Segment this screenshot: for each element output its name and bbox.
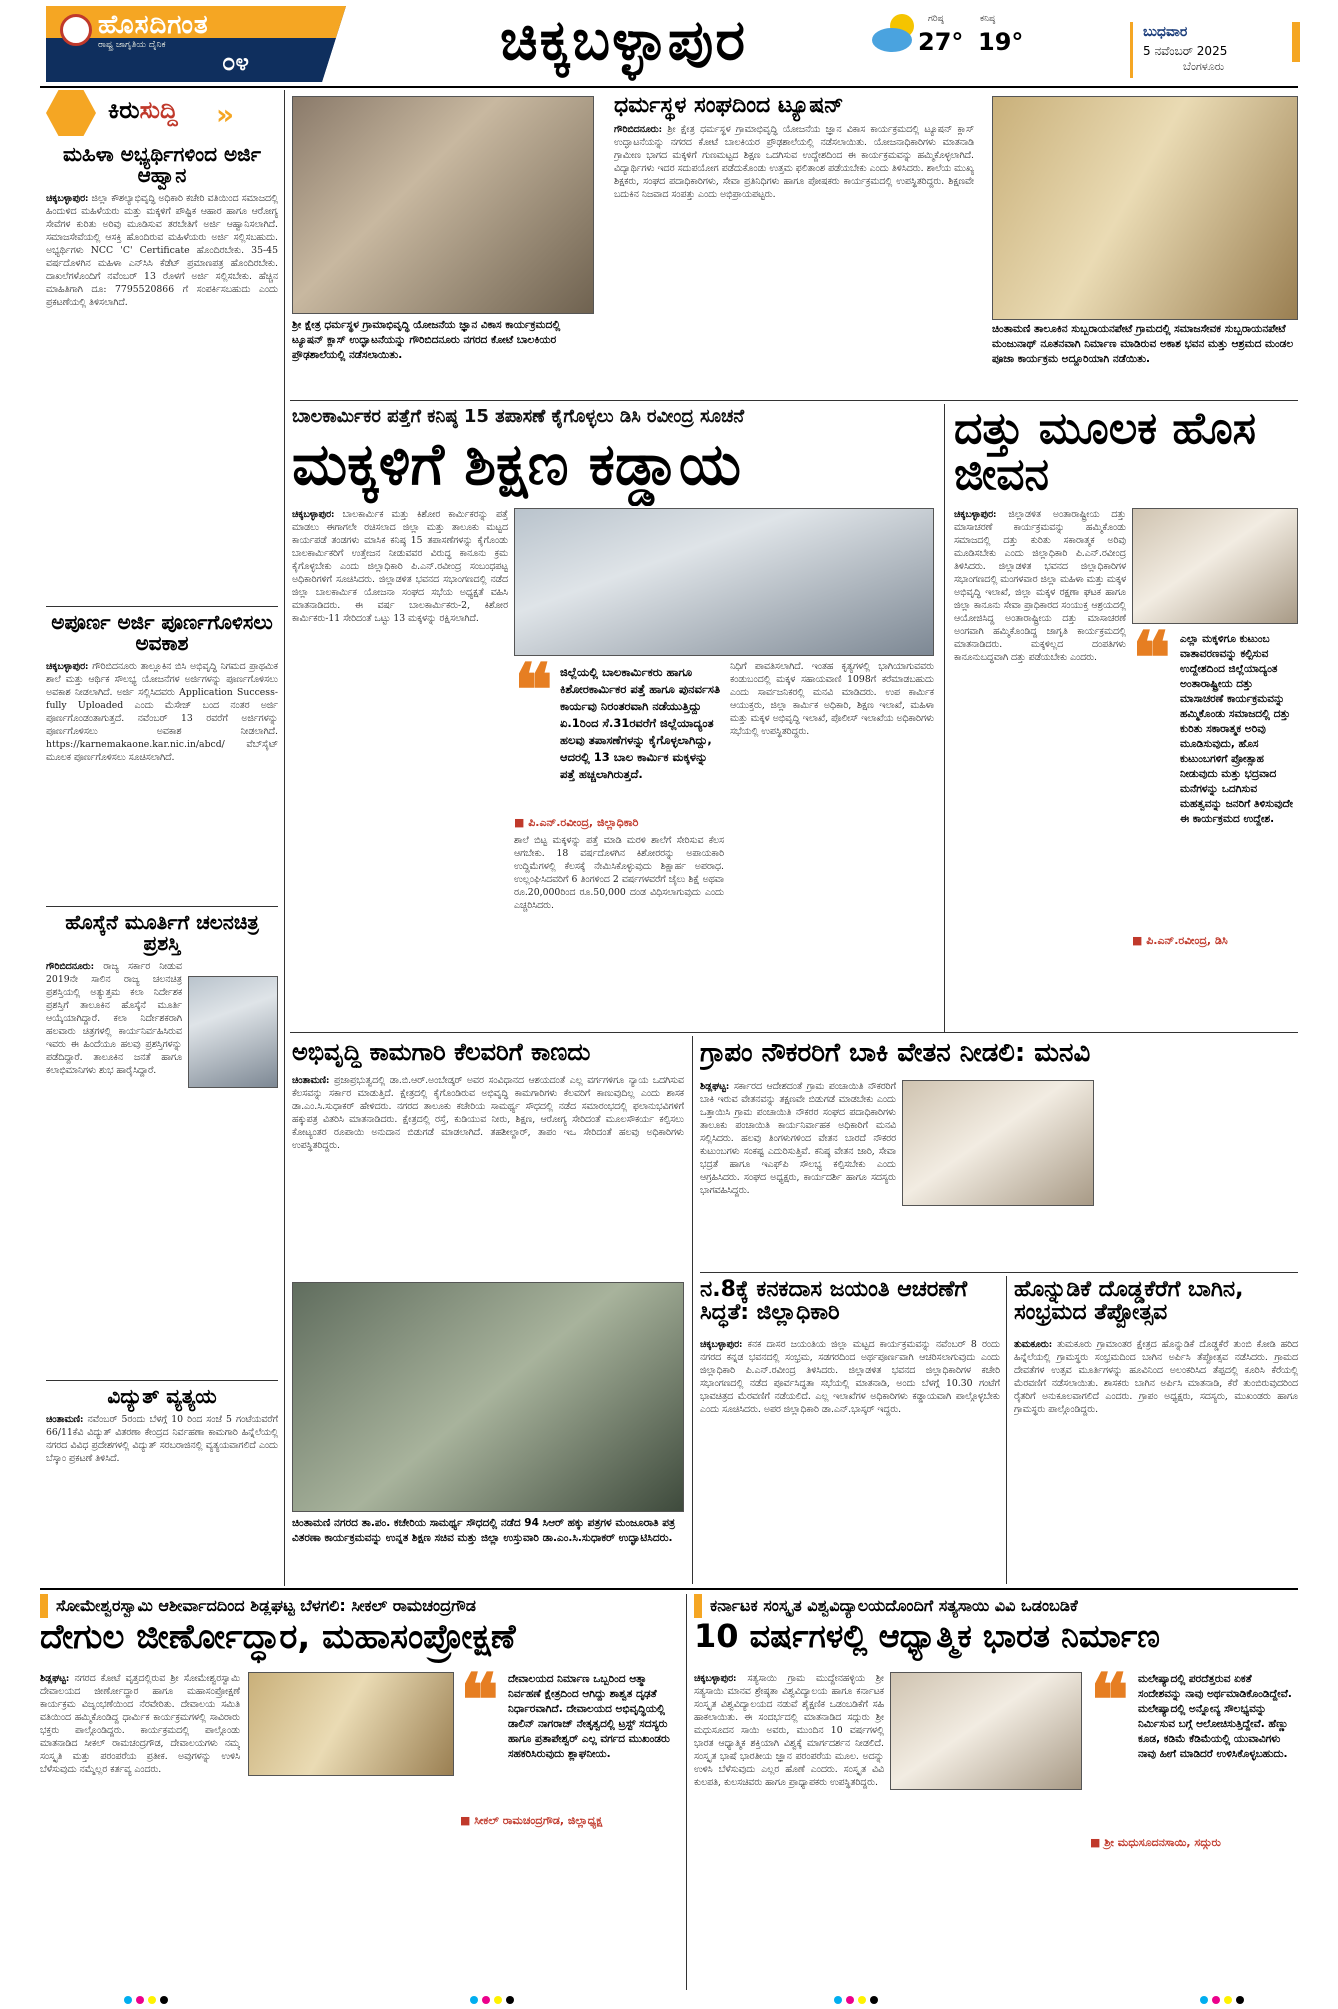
honnudike-body-text: ತುಮಕೂರು ಗ್ರಾಮಾಂತರ ಕ್ಷೇತ್ರದ ಹೊನ್ನುಡಿಕೆ ದೊಡ್ಡಕೆರೆ ತುಂಬಿ ಕೋಡಿ ಹರಿದ ಹಿನ್ನೆಲೆಯಲ್ಲಿ ಗ್ರಾಮಸ್ಥರು ಸಂಭ್ರಮದಿಂದ ಬಾಗಿನ ಅರ್ಪಿಸಿ ತೆಪ್ಪೋತ್ಸವ ನಡೆಸಿದರು. ಗ್ರಾಮದ ದೇವತೆಗಳ ಉತ್ಸವ ಮೂರ್ತಿಗಳನ್ನು ಹೂವಿನಿಂದ ಅಲಂಕರಿಸಿದ ತೆಪ್ಪದಲ್ಲಿ ಕೂರಿಸಿ ಕೆರೆಯಲ್ಲಿ ಮೆರವಣಿಗೆ ನಡೆಸಲಾಯಿತು. ಶಾಸಕರು ಬಾಗಿನ ಅರ್ಪಿಸಿ ಮಾತನಾಡಿ, ಕೆರೆ ತುಂಬಿರುವುದರಿಂದ ರೈತರಿಗೆ ಅನುಕೂಲವಾಗಲಿದೆ ಎಂದರು. ಗ್ರಾಪಂ ಅಧ್ಯಕ್ಷರು, ಸದಸ್ಯರು, ಮುಖಂಡರು ಹಾಗೂ ಗ್ರಾಮಸ್ಥರು ಪಾಲ್ಗೊಂಡಿದ್ದರು.	[1014, 1339, 1298, 1415]
temple-dateline: ಶಿಡ್ಲಘಟ್ಟ:	[40, 1673, 70, 1684]
brief-dateline: ಚಿಕ್ಕಬಳ್ಳಾಪುರ:	[46, 193, 89, 204]
artist-portrait-photo	[188, 976, 278, 1088]
lead-quote-author: ■ ಪಿ.ಎನ್.ರವೀಂದ್ರ, ಜಿಲ್ಲಾಧಿಕಾರಿ	[514, 816, 724, 834]
dev-photo-caption: ಚಿಂತಾಮಣಿ ನಗರದ ತಾ.ಪಂ. ಕಚೇರಿಯ ಸಾಮರ್ಥ್ಯ ಸೌಧದಲ್ಲಿ ನಡೆದ 94 ಸಿಆರ್ ಹಕ್ಕು ಪತ್ರಗಳ ಮಂಜೂರಾತಿ ಪತ್ರ ವಿತರಣಾ ಕಾರ್ಯಕ್ರಮವನ್ನು ಉನ್ನತ ಶಿಕ್ಷಣ ಸಚಿವ ಮತ್ತು ಜಿಲ್ಲಾ ಉಸ್ತುವಾರಿ ಡಾ.ಎಂ.ಸಿ.ಸುಧಾಕರ್ ಉದ್ಘಾಟಿಸಿದರು.	[292, 1517, 676, 1544]
weather-partly-cloudy-icon	[870, 10, 922, 54]
grampa-dateline: ಶಿಡ್ಲಘಟ್ಟ:	[700, 1081, 730, 1092]
brief-dateline: ಗೌರಿಬಿದನೂರು:	[46, 961, 95, 972]
paper-tagline: ರಾಷ್ಟ್ರ ಜಾಗೃತಿಯ ದೈನಿಕ	[98, 40, 166, 50]
sathya-quote	[1090, 1670, 1298, 1830]
dev-dateline: ಚಿಂತಾಮಣಿ:	[292, 1075, 330, 1086]
lead-body-col-1	[292, 508, 508, 1028]
quote-icon: ❝	[514, 660, 553, 732]
kanakadasa-body-text: ಕನಕ ದಾಸರ ಜಯಂತಿಯ ಜಿಲ್ಲಾ ಮಟ್ಟದ ಕಾರ್ಯಕ್ರಮವನ್ನು ನವೆಂಬರ್ 8 ರಂದು ನಗರದ ಕನ್ನಡ ಭವನದಲ್ಲಿ ಸಂಭ್ರಮ, ಸಡಗರದಿಂದ ಅರ್ಥಪೂರ್ಣವಾಗಿ ಆಚರಿಸಲಾಗುವುದು ಎಂದು ಜಿಲ್ಲಾಧಿಕಾರಿ ಪಿ.ಎನ್.ರವೀಂದ್ರ ತಿಳಿಸಿದರು. ಜಿಲ್ಲಾಡಳಿತ ಭವನದ ಜಿಲ್ಲಾಧಿಕಾರಿಗಳ ಕಚೇರಿ ಸಭಾಂಗಣದಲ್ಲಿ ನಡೆದ ಪೂರ್ವಸಿದ್ಧತಾ ಸಭೆಯಲ್ಲಿ ಮಾತನಾಡಿ, ಅಂದು ಬೆಳಗ್ಗೆ 10.30 ಗಂಟೆಗೆ ಭಾವಚಿತ್ರದ ಮೆರವಣಿಗೆ ನಡೆಯಲಿದೆ. ಎಲ್ಲ ಇಲಾಖೆಗಳ ಅಧಿಕಾರಿಗಳು ಕಡ್ಡಾಯವಾಗಿ ಪಾಲ್ಗೊಳ್ಳಬೇಕು ಎಂದು ಸೂಚಿಸಿದರು. ಅಪರ ಜಿಲ್ಲಾಧಿಕಾರಿ ಡಾ.ಎನ್.ಭಾಸ್ಕರ್ ಇದ್ದರು.	[700, 1339, 1000, 1415]
issue-date: 5 ನವೆಂಬರ್ 2025	[1143, 44, 1228, 58]
grampa-body	[700, 1080, 896, 1266]
adoption-headline: ದತ್ತು ಮೂಲಕ ಹೊಸ ಜೀವನ	[954, 406, 1257, 501]
temple-headline: ದೇಗುಲ ಜೀರ್ಣೋದ್ಧಾರ, ಮಹಾಸಂಪ್ರೋಕ್ಷಣೆ	[40, 1620, 516, 1657]
temple-kicker: ಸೋಮೇಶ್ವರಸ್ವಾಮಿ ಆಶೀರ್ವಾದದಿಂದ ಶಿಡ್ಲಘಟ್ಟ ಬೆಳಗಲಿ: ಸೀಕಲ್ ರಾಮಚಂದ್ರಗೌಡ	[40, 1594, 680, 1618]
tuition-story	[614, 94, 974, 398]
lead-quote	[514, 660, 724, 810]
tuition-class-photo	[292, 96, 594, 314]
dev-headline: ಅಭಿವೃದ್ಧಿ ಕಾಮಗಾರಿ ಕೆಲವರಿಗೆ ಕಾಣದು	[292, 1040, 591, 1066]
edition-city: ಚಿಕ್ಕಬಳ್ಳಾಪುರ	[500, 8, 747, 73]
register-marks-left	[124, 1996, 168, 2004]
lead-quote-text: ಜಿಲ್ಲೆಯಲ್ಲಿ ಬಾಲಕಾರ್ಮಿಕರು ಹಾಗೂ ಕಿಶೋರಕಾರ್ಮಿಕರ ಪತ್ತೆ ಹಾಗೂ ಪುನರ್ವಸತಿ ಕಾರ್ಯವು ನಿರಂತರವಾಗಿ ನಡೆಯುತ್ತಿದ್ದು ಏ.1ರಿಂದ ಸೆ.31ರವರೆಗೆ ಜಿಲ್ಲೆಯಾದ್ಯಂತ ಹಲವು ತಪಾಸಣೆಗಳನ್ನು ಕೈಗೊಳ್ಳಲಾಗಿದ್ದು, ಆದರಲ್ಲಿ 13 ಬಾಲ ಕಾರ್ಮಿಕ ಮಕ್ಕಳನ್ನು ಪತ್ತೆ ಹಚ್ಚಲಾಗಿರುತ್ತದೆ.	[560, 665, 721, 781]
brief-headline: ವಿದ್ಯುತ್ ವ್ಯತ್ಯಯ	[107, 1386, 217, 1408]
lamp-icon	[60, 14, 92, 46]
temple-body-text: ನಗರದ ಕೋಟೆ ವೃತ್ತದಲ್ಲಿರುವ ಶ್ರೀ ಸೋಮೇಶ್ವರಸ್ವಾಮಿ ದೇವಾಲಯದ ಜೀರ್ಣೋದ್ಧಾರ ಹಾಗೂ ಮಹಾಸಂಪ್ರೋಕ್ಷಣೆ ಕಾರ್ಯಕ್ರಮ ವಿಜೃಂಭಣೆಯಿಂದ ನೆರವೇರಿತು. ದೇವಾಲಯ ಸಮಿತಿ ವತಿಯಿಂದ ಹಮ್ಮಿಕೊಂಡಿದ್ದ ಧಾರ್ಮಿಕ ಕಾರ್ಯಕ್ರಮಗಳಲ್ಲಿ ಸಾವಿರಾರು ಭಕ್ತರು ಪಾಲ್ಗೊಂಡಿದ್ದರು. ಕಾರ್ಯಕ್ರಮದಲ್ಲಿ ಪಾಲ್ಗೊಂಡು ಮಾತನಾಡಿದ ಸೀಕಲ್ ರಾಮಚಂದ್ರಗೌಡ, ದೇವಾಲಯಗಳು ನಮ್ಮ ಸಂಸ್ಕೃತಿ ಮತ್ತು ಪರಂಪರೆಯ ಪ್ರತೀಕ. ಅವುಗಳನ್ನು ಉಳಿಸಿ ಬೆಳೆಸುವುದು ನಮ್ಮೆಲ್ಲರ ಕರ್ತವ್ಯ ಎಂದರು.	[40, 1673, 240, 1775]
tuition-body: ಶ್ರೀ ಕ್ಷೇತ್ರ ಧರ್ಮಸ್ಥಳ ಗ್ರಾಮಾಭಿವೃದ್ಧಿ ಯೋಜನೆಯ ಜ್ಞಾನ ವಿಕಾಸ ಕಾರ್ಯಕ್ರಮದಲ್ಲಿ ಟ್ಯೂಷನ್ ಕ್ಲಾಸ್ ಉದ್ಘಾಟನೆಯನ್ನು ನಗರದ ಕೋಟೆ ಬಾಲಕಿಯರ ಪ್ರೌಢಶಾಲೆಯಲ್ಲಿ ನಡೆಸಲಾಯಿತು. ಯೋಜನಾಧಿಕಾರಿಗಳು ಮಾತನಾಡಿ ಗ್ರಾಮೀಣ ಭಾಗದ ಮಕ್ಕಳಿಗೆ ಗುಣಮಟ್ಟದ ಶಿಕ್ಷಣ ಒದಗಿಸುವ ಉದ್ದೇಶದಿಂದ ಈ ಕಾರ್ಯಕ್ರಮವನ್ನು ಹಮ್ಮಿಕೊಳ್ಳಲಾಗಿದೆ. ವಿದ್ಯಾರ್ಥಿಗಳು ಇದರ ಸದುಪಯೋಗ ಪಡೆದುಕೊಂಡು ಉತ್ತಮ ಫಲಿತಾಂಶ ಪಡೆಯಬೇಕು ಎಂದು ತಿಳಿಸಿದರು. ಶಾಲೆಯ ಮುಖ್ಯ ಶಿಕ್ಷಕರು, ಸಂಘದ ಪದಾಧಿಕಾರಿಗಳು, ಸೇವಾ ಪ್ರತಿನಿಧಿಗಳು ಹಾಗೂ ಪೋಷಕರು ಕಾರ್ಯಕ್ರಮದಲ್ಲಿ ಉಪಸ್ಥಿತರಿದ್ದರು. ಶಿಕ್ಷಣವೇ ಬದುಕಿನ ನಿಜವಾದ ಸಂಪತ್ತು ಎಂದು ಅಭಿಪ್ರಾಯಪಟ್ಟರು.	[614, 124, 974, 201]
honnudike-dateline: ತುಮಕೂರು:	[1014, 1339, 1053, 1350]
temple-quote-text: ದೇವಾಲಯದ ನಿರ್ಮಾಣ ಒಬ್ಬರಿಂದ ಆತ್ಮಾ ನಿರ್ವಹಣೆ ಕ್ಷೇತ್ರದಿಂದ ಆಗಿದ್ದು ಶಾಶ್ವತ ದೃಢತೆ ನಿರ್ಧಾರವಾಗಿದೆ. ದೇವಾಲಯದ ಅಭಿವೃದ್ಧಿಯಲ್ಲಿ ಡಾಲಿನ್ ನಾಗರಾಜ್ ನೇತೃತ್ವದಲ್ಲಿ ಟ್ರಸ್ಟ್ ಸದಸ್ಯರು ಹಾಗೂ ಪ್ರತಾಪೇಶ್ವರ್ ಎಲ್ಲ ವರ್ಗದ ಮುಖಂಡರು ಸಹಕರಿಸಿರುವುದು ಶ್ಲಾಘನೀಯ.	[508, 1673, 670, 1760]
kanakadasa-dateline: ಚಿಕ್ಕಬಳ್ಳಾಪುರ:	[700, 1339, 743, 1350]
sathya-body-text: ಸತ್ಯಸಾಯಿ ಗ್ರಾಮ ಮುದ್ದೇನಹಳ್ಳಿಯ ಶ್ರೀ ಸತ್ಯಸಾಯಿ ಮಾನವ ಶ್ರೇಷ್ಠತಾ ವಿಶ್ವವಿದ್ಯಾಲಯ ಹಾಗೂ ಕರ್ನಾಟಕ ಸಂಸ್ಕೃತ ವಿಶ್ವವಿದ್ಯಾಲಯದ ನಡುವೆ ಶೈಕ್ಷಣಿಕ ಒಡಂಬಡಿಕೆಗೆ ಸಹಿ ಹಾಕಲಾಯಿತು. ಈ ಸಂದರ್ಭದಲ್ಲಿ ಮಾತನಾಡಿದ ಸದ್ಗುರು ಶ್ರೀ ಮಧುಸೂದನ ಸಾಯಿ ಅವರು, ಮುಂದಿನ 10 ವರ್ಷಗಳಲ್ಲಿ ಭಾರತ ಆಧ್ಯಾತ್ಮಿಕ ಶಕ್ತಿಯಾಗಿ ವಿಶ್ವಕ್ಕೆ ಮಾರ್ಗದರ್ಶನ ನೀಡಲಿದೆ. ಸಂಸ್ಕೃತ ಭಾಷೆ ಭಾರತೀಯ ಜ್ಞಾನ ಪರಂಪರೆಯ ಮೂಲ. ಅದನ್ನು ಉಳಿಸಿ ಬೆಳೆಸುವುದು ಎಲ್ಲರ ಹೊಣೆ ಎಂದರು. ಸಂಸ್ಕೃತ ವಿವಿ ಕುಲಪತಿ, ಕುಲಸಚಿವರು ಹಾಗೂ ಪ್ರಾಧ್ಯಾಪಕರು ಉಪಸ್ಥಿತರಿದ್ದರು.	[694, 1673, 884, 1788]
adoption-body	[954, 508, 1126, 1028]
chevron-right-icon: »	[216, 98, 235, 131]
min-temp: 19°	[978, 28, 1024, 56]
adoption-quote	[1132, 628, 1298, 928]
tuition-photo-caption: ಶ್ರೀ ಕ್ಷೇತ್ರ ಧರ್ಮಸ್ಥಳ ಗ್ರಾಮಾಭಿವೃದ್ಧಿ ಯೋಜನೆಯ ಜ್ಞಾನ ವಿಕಾಸ ಕಾರ್ಯಕ್ರಮದಲ್ಲಿ ಟ್ಯೂಷನ್ ಕ್ಲಾಸ್ ಉದ್ಘಾಟನೆಯನ್ನು ಗೌರಿಬಿದನೂರು ನಗರದ ಕೋಟೆ ಬಾಲಕಿಯರ ಪ್ರೌಢಶಾಲೆಯಲ್ಲಿ ನಡೆಸಲಾಯಿತು.	[292, 319, 561, 361]
grampa-headline: ಗ್ರಾಪಂ ನೌಕರರಿಗೆ ಬಾಕಿ ವೇತನ ನೀಡಲಿ: ಮನವಿ	[700, 1040, 1091, 1068]
grampa-body-text: ಸರ್ಕಾರದ ಆದೇಶದಂತೆ ಗ್ರಾಮ ಪಂಚಾಯಿತಿ ನೌಕರರಿಗೆ ಬಾಕಿ ಇರುವ ವೇತನವನ್ನು ತಕ್ಷಣವೇ ಬಿಡುಗಡೆ ಮಾಡಬೇಕು ಎಂದು ಒತ್ತಾಯಿಸಿ ಗ್ರಾಮ ಪಂಚಾಯಿತಿ ನೌಕರರ ಸಂಘದ ಪದಾಧಿಕಾರಿಗಳು ತಾಲೂಕು ಪಂಚಾಯಿತಿ ಕಾರ್ಯನಿರ್ವಾಹಕ ಅಧಿಕಾರಿಗೆ ಮನವಿ ಸಲ್ಲಿಸಿದರು. ಹಲವು ತಿಂಗಳುಗಳಿಂದ ವೇತನ ಬಾರದೆ ನೌಕರರ ಕುಟುಂಬಗಳು ಸಂಕಷ್ಟ ಎದುರಿಸುತ್ತಿವೆ. ಕನಿಷ್ಠ ವೇತನ ಜಾರಿ, ಸೇವಾ ಭದ್ರತೆ ಹಾಗೂ ಇಎಫ್‌ಪಿ ಸೌಲಭ್ಯ ಕಲ್ಪಿಸಬೇಕು ಎಂದು ಆಗ್ರಹಿಸಿದರು. ಸಂಘದ ಅಧ್ಯಕ್ಷರು, ಕಾರ್ಯದರ್ಶಿ ಹಾಗೂ ಸದಸ್ಯರು ಭಾಗವಹಿಸಿದ್ದರು.	[700, 1081, 896, 1196]
masthead	[0, 0, 1338, 88]
temple-body-col-1	[40, 1672, 240, 1990]
min-temp-label: ಕನಿಷ್ಠ	[980, 14, 996, 24]
adoption-quote-author: ■ ಪಿ.ಎನ್.ರವೀಂದ್ರ, ಡಿಸಿ	[1132, 934, 1298, 952]
lead-body-col-3	[730, 660, 934, 1028]
weekday: ಬುಧವಾರ	[1143, 24, 1188, 40]
paper-name: ಹೊಸದಿಗಂತ	[98, 10, 209, 40]
register-marks-right	[1200, 1996, 1244, 2004]
adoption-body-text: ಜಿಲ್ಲಾಡಳಿತ ಅಂತಾರಾಷ್ಟ್ರೀಯ ದತ್ತು ಮಾಸಾಚರಣೆ ಕಾರ್ಯಕ್ರಮವನ್ನು ಹಮ್ಮಿಕೊಂಡು ಸಮಾಜದಲ್ಲಿ ದತ್ತು ಕುರಿತು ಸಕಾರಾತ್ಮಕ ಅರಿವು ಮೂಡಿಸಬೇಕು ಎಂದು ಜಿಲ್ಲಾಧಿಕಾರಿ ಪಿ.ಎನ್.ರವೀಂದ್ರ ತಿಳಿಸಿದರು. ಜಿಲ್ಲಾಡಳಿತ ಭವನದ ಜಿಲ್ಲಾಧಿಕಾರಿಗಳ ಸಭಾಂಗಣದಲ್ಲಿ ಮಂಗಳವಾರ ಜಿಲ್ಲಾ ಮಹಿಳಾ ಮತ್ತು ಮಕ್ಕಳ ಅಭಿವೃದ್ಧಿ ಇಲಾಖೆ, ಜಿಲ್ಲಾ ಮಕ್ಕಳ ರಕ್ಷಣಾ ಘಟಕ ಹಾಗೂ ಜಿಲ್ಲಾ ಕಾನೂನು ಸೇವಾ ಪ್ರಾಧಿಕಾರದ ಸಂಯುಕ್ತ ಆಶ್ರಯದಲ್ಲಿ ಆಯೋಜಿಸಿದ್ದ ಅಂತಾರಾಷ್ಟ್ರೀಯ ದತ್ತು ಮಾಸಾಚರಣೆ ಅಂಗವಾಗಿ ಹಮ್ಮಿಕೊಂಡಿದ್ದ ಜಾಗೃತಿ ಕಾರ್ಯಕ್ರಮದಲ್ಲಿ ಮಾತನಾಡಿದರು. ಮಕ್ಕಳಿಲ್ಲದ ದಂಪತಿಗಳು ಕಾನೂನುಬದ್ಧವಾಗಿ ದತ್ತು ಪಡೆಯಬೇಕು ಎಂದರು.	[954, 509, 1126, 663]
brief-body: ಜಿಲ್ಲಾ ಕೌಶಲ್ಯಾಭಿವೃದ್ಧಿ ಅಧಿಕಾರಿ ಕಚೇರಿ ವತಿಯಿಂದ ಸಮಾಜದಲ್ಲಿ ಹಿಂದುಳಿದ ಮಹಿಳೆಯರು ಮತ್ತು ಮಕ್ಕಳಿಗೆ ಪೌಷ್ಟಿಕ ಆಹಾರ ಹಾಗೂ ಆರೋಗ್ಯ ಸೇವೆಗಳ ಕುರಿತು ಅರಿವು ಮೂಡಿಸುವ ತರಬೇತಿಗೆ ಅರ್ಜಿ ಆಹ್ವಾನಿಸಲಾಗಿದೆ. ಸಮಾಜಸೇವೆಯಲ್ಲಿ ಆಸಕ್ತಿ ಹೊಂದಿರುವ ಮಹಿಳೆಯರು ಅರ್ಜಿ ಸಲ್ಲಿಸಬಹುದು. ಅಭ್ಯರ್ಥಿಗಳು NCC 'C' Certificate ಹೊಂದಿರಬೇಕು. 35-45 ವರ್ಷದೊಳಗಿನ ಮಹಿಳಾ ಎನ್‌ಸಿಸಿ ಕೆಡೆಟ್ ಪ್ರಮಾಣಪತ್ರ ಹೊಂದಿರಬೇಕು. ದಾಖಲೆಗಳೊಂದಿಗೆ ನವೆಂಬರ್ 13 ರೊಳಗೆ ಅರ್ಜಿ ಸಲ್ಲಿಸಬೇಕು. ಹೆಚ್ಚಿನ ಮಾಹಿತಿಗಾಗಿ ದೂ: 7795520866 ಗೆ ಸಂಪರ್ಕಿಸಬಹುದು ಎಂದು ಪ್ರಕಟಣೆಯಲ್ಲಿ ತಿಳಿಸಲಾಗಿದೆ.	[46, 193, 278, 308]
register-marks-center	[470, 1996, 514, 2004]
kanakadasa-body	[700, 1338, 1000, 1582]
kiru-suddi-badge	[46, 90, 266, 136]
max-temp: 27°	[918, 28, 964, 56]
adoption-dateline: ಚಿಕ್ಕಬಳ್ಳಾಪುರ:	[954, 509, 997, 520]
brief-body: ನವೆಂಬರ್ 5ರಂದು ಬೆಳಗ್ಗೆ 10 ರಿಂದ ಸಂಜೆ 5 ಗಂಟೆಯವರೆಗೆ 66/11ಕೆವಿ ವಿದ್ಯುತ್ ವಿತರಣಾ ಕೇಂದ್ರದ ನಿರ್ವಹಣಾ ಕಾಮಗಾರಿ ಹಿನ್ನೆಲೆಯಲ್ಲಿ ನಗರದ ವಿವಿಧ ಪ್ರದೇಶಗಳಲ್ಲಿ ವಿದ್ಯುತ್ ಸರಬರಾಜಿನಲ್ಲಿ ವ್ಯತ್ಯಯವಾಗಲಿದೆ ಎಂದು ಬೆಸ್ಕಾಂ ಪ್ರಕಟಣೆ ತಿಳಿಸಿದೆ.	[46, 1414, 278, 1464]
temple-ceremony-photo	[248, 1672, 454, 1776]
quote-icon: ❝	[460, 1670, 499, 1742]
temple-inauguration-photo	[992, 96, 1298, 320]
mou-signing-photo	[890, 1672, 1082, 1790]
brief-3	[46, 912, 278, 1378]
brief-dateline: ಚಿಂತಾಮಣಿ:	[46, 1414, 84, 1425]
sathya-kicker: ಕರ್ನಾಟಕ ಸಂಸ್ಕೃತ ವಿಶ್ವವಿದ್ಯಾಲಯದೊಂದಿಗೆ ಸತ್ಯಸಾಯಿ ವಿವಿ ಒಡಂಬಡಿಕೆ	[694, 1594, 1298, 1618]
brief-dateline: ಚಿಕ್ಕಬಳ್ಳಾಪುರ:	[46, 661, 89, 672]
temple-quote	[460, 1670, 680, 1800]
lead-headline: ಮಕ್ಕಳಿಗೆ ಶಿಕ್ಷಣ ಕಡ್ಡಾಯ	[292, 434, 741, 498]
tuition-dateline: ಗೌರಿಬಿದನೂರು:	[614, 124, 663, 136]
max-temp-label: ಗರಿಷ್ಠ	[928, 14, 944, 24]
temple-quote-author: ■ ಸೀಕಲ್ ರಾಮಚಂದ್ರಗೌಡ, ಜಿಲ್ಲಾಧ್ಯಕ್ಷ	[460, 1814, 680, 1832]
accent-bar	[1292, 22, 1300, 62]
brief-headline: ಮಹಿಳಾ ಅಭ್ಯರ್ಥಿಗಳಿಂದ ಅರ್ಜಿ ಆಹ್ವಾನ	[63, 144, 261, 187]
honnudike-headline: ಹೊನ್ನುಡಿಕೆ ದೊಡ್ಡಕೆರೆಗೆ ಬಾಗಿನ, ಸಂಭ್ರಮದ ತೆಪ್ಪೋತ್ಸವ	[1014, 1278, 1244, 1326]
quote-icon: ❝	[1090, 1670, 1129, 1742]
adoption-event-photo	[1132, 508, 1298, 624]
child-labour-meeting-photo	[514, 508, 934, 656]
brief-1	[46, 144, 278, 604]
lead-body-col-2	[514, 834, 724, 1028]
lead-kicker: ಬಾಲಕಾರ್ಮಿಕರ ಪತ್ತೆಗೆ ಕನಿಷ್ಠ 15 ತಪಾಸಣೆ ಕೈಗೊಳ್ಳಲು ಡಿಸಿ ರವೀಂದ್ರ ಸೂಚನೆ	[292, 406, 745, 427]
brief-headline: ಹೊಸ್ಕೆನೆ ಮೂರ್ತಿಗೆ ಚಲನಚಿತ್ರ ಪ್ರಶಸ್ತಿ	[65, 912, 259, 955]
tuition-headline: ಧರ್ಮಸ್ಥಳ ಸಂಘದಿಂದ ಟ್ಯೂಷನ್	[614, 94, 844, 118]
masthead-rule	[40, 86, 1298, 88]
temple-photo-caption: ಚಿಂತಾಮಣಿ ತಾಲೂಕಿನ ಸುಬ್ಬರಾಯನಪೇಟೆ ಗ್ರಾಮದಲ್ಲಿ ಸಮಾಜಸೇವಕ ಸುಬ್ಬರಾಯನಪೇಟೆ ಮಂಜುನಾಥ್ ನೂತನವಾಗಿ ನಿರ್ಮಾಣ ಮಾಡಿರುವ ಅಕಾಶ ಭವನ ಮತ್ತು ಆಶ್ರಮದ ಮಂಡಲ ಪೂಜಾ ಕಾರ್ಯಕ್ರಮ ಅದ್ದೂರಿಯಾಗಿ ನಡೆಯಿತು.	[992, 323, 1294, 365]
brief-body: ರಾಜ್ಯ ಸರ್ಕಾರ ನೀಡುವ 2019ನೇ ಸಾಲಿನ ರಾಜ್ಯ ಚಲನಚಿತ್ರ ಪ್ರಶಸ್ತಿಯಲ್ಲಿ ಅತ್ಯುತ್ತಮ ಕಲಾ ನಿರ್ದೇಶಕ ಪ್ರಶಸ್ತಿಗೆ ತಾಲೂಕಿನ ಹೊಸ್ಕೆನೆ ಮೂರ್ತಿ ಆಯ್ಕೆಯಾಗಿದ್ದಾರೆ. ಕಲಾ ನಿರ್ದೇಶಕರಾಗಿ ಹಲವಾರು ಚಿತ್ರಗಳಲ್ಲಿ ಕಾರ್ಯನಿರ್ವಹಿಸಿರುವ ಇವರು ಈ ಹಿಂದೆಯೂ ಹಲವು ಪ್ರಶಸ್ತಿಗಳನ್ನು ಪಡೆದಿದ್ದಾರೆ. ತಾಲೂಕಿನ ಜನತೆ ಹಾಗೂ ಕಲಾಭಿಮಾನಿಗಳು ಶುಭ ಹಾರೈಸಿದ್ದಾರೆ.	[46, 961, 182, 1076]
lead-body-b: ಶಾಲೆ ಬಿಟ್ಟ ಮಕ್ಕಳನ್ನು ಪತ್ತೆ ಮಾಡಿ ಮರಳಿ ಶಾಲೆಗೆ ಸೇರಿಸುವ ಕೆಲಸ ಆಗಬೇಕು. 18 ವರ್ಷದೊಳಗಿನ ಕಿಶೋರರನ್ನು ಅಪಾಯಕಾರಿ ಉದ್ದಿಮೆಗಳಲ್ಲಿ ಕೆಲಸಕ್ಕೆ ನೇಮಿಸಿಕೊಳ್ಳುವುದು ಶಿಕ್ಷಾರ್ಹ ಅಪರಾಧ. ಉಲ್ಲಂಘಿಸಿದವರಿಗೆ 6 ತಿಂಗಳಿಂದ 2 ವರ್ಷಗಳವರೆಗೆ ಜೈಲು ಶಿಕ್ಷೆ ಅಥವಾ ರೂ.20,000ರಿಂದ ರೂ.50,000 ದಂಡ ವಿಧಿಸಲಾಗುವುದು ಎಂದು ಎಚ್ಚರಿಸಿದರು.	[514, 835, 724, 911]
dev-body	[292, 1074, 684, 1274]
edition-name: ಬೆಂಗಳೂರು	[1183, 60, 1225, 73]
honnudike-body	[1014, 1338, 1298, 1582]
hand-pointer-icon	[46, 90, 96, 136]
lead-body-a: ಬಾಲಕಾರ್ಮಿಕ ಮತ್ತು ಕಿಶೋರ ಕಾರ್ಮಿಕರನ್ನು ಪತ್ತೆ ಮಾಡಲು ಈಗಾಗಲೇ ರಚಿಸಲಾದ ಜಿಲ್ಲಾ ಮತ್ತು ತಾಲೂಕು ಮಟ್ಟದ ಕಾರ್ಯಪಡೆ ತಂಡಗಳು ಮಾಸಿಕ ಕನಿಷ್ಠ 15 ತಪಾಸಣೆಗಳನ್ನು ಕೈಗೊಂಡು ಬಾಲಕಾರ್ಮಿಕರಿಗೆ ಉತ್ತೇಜನ ನೀಡುವವರ ವಿರುದ್ಧ ಕಾನೂನು ಕ್ರಮ ಕೈಗೊಳ್ಳಬೇಕು ಎಂದು ಜಿಲ್ಲಾಧಿಕಾರಿ ಪಿ.ಎನ್.ರವೀಂದ್ರ ಸಂಬಂಧಪಟ್ಟ ಅಧಿಕಾರಿಗಳಿಗೆ ಸೂಚಿಸಿದರು. ಜಿಲ್ಲಾಡಳಿತ ಭವನದ ಸಭಾಂಗಣದಲ್ಲಿ ನಡೆದ ಜಿಲ್ಲಾ ಬಾಲಕಾರ್ಮಿಕ ಯೋಜನಾ ಸಂಘದ ಸಭೆಯ ಅಧ್ಯಕ್ಷತೆ ವಹಿಸಿ ಮಾತನಾಡಿದರು. ಈ ವರ್ಷ ಬಾಲಕಾರ್ಮಿಕರು-2, ಕಿಶೋರ ಕಾರ್ಮಿಕರು-11 ಸೇರಿದಂತೆ ಒಟ್ಟು 13 ಮಕ್ಕಳನ್ನು ರಕ್ಷಿಸಲಾಗಿದೆ.	[292, 509, 508, 624]
sathya-dateline: ಚಿಕ್ಕಬಳ್ಳಾಪುರ:	[694, 1673, 737, 1684]
dev-body-text: ಪ್ರಜಾಪ್ರಭುತ್ವದಲ್ಲಿ ಡಾ.ಬಿ.ಆರ್.ಅಂಬೇಡ್ಕರ್ ಅವರ ಸಂವಿಧಾನದ ಆಶಯದಂತೆ ಎಲ್ಲ ವರ್ಗಗಳಿಗೂ ನ್ಯಾಯ ಒದಗಿಸುವ ಕೆಲಸವನ್ನು ಸರ್ಕಾರ ಮಾಡುತ್ತಿದೆ. ಕ್ಷೇತ್ರದಲ್ಲಿ ಕೈಗೊಂಡಿರುವ ಅಭಿವೃದ್ಧಿ ಕಾಮಗಾರಿಗಳು ಕೆಲವರಿಗೆ ಕಾಣುವುದಿಲ್ಲ ಎಂದು ಶಾಸಕ ಡಾ.ಎಂ.ಸಿ.ಸುಧಾಕರ್ ಹೇಳಿದರು. ನಗರದ ತಾಲೂಕು ಕಚೇರಿಯ ಸಾಮರ್ಥ್ಯ ಸೌಧದಲ್ಲಿ ನಡೆದ ಸಮಾರಂಭದಲ್ಲಿ ಫಲಾನುಭವಿಗಳಿಗೆ ಹಕ್ಕುಪತ್ರ ವಿತರಿಸಿ ಮಾತನಾಡಿದರು. ಕ್ಷೇತ್ರದಲ್ಲಿ ರಸ್ತೆ, ಕುಡಿಯುವ ನೀರು, ಶಿಕ್ಷಣ, ಆರೋಗ್ಯ ಸೇರಿದಂತೆ ಮೂಲಸೌಕರ್ಯ ಕಲ್ಪಿಸಲು ಕೋಟ್ಯಂತರ ರೂಪಾಯಿ ಅನುದಾನ ಬಿಡುಗಡೆ ಮಾಡಲಾಗಿದೆ. ತಹಶೀಲ್ದಾರ್, ತಾಪಂ ಇಒ ಸೇರಿದಂತೆ ಹಲವು ಅಧಿಕಾರಿಗಳು ಉಪಸ್ಥಿತರಿದ್ದರು.	[292, 1075, 684, 1151]
employees-petition-photo	[902, 1080, 1094, 1206]
lead-body-c: ನಿಧಿಗೆ ಪಾವತಿಸಲಾಗಿದೆ. ಇಂತಹ ಕೃತ್ಯಗಳಲ್ಲಿ ಭಾಗಿಯಾಗುವವರು ಕಂಡುಬಂದಲ್ಲಿ ಮಕ್ಕಳ ಸಹಾಯವಾಣಿ 1098ಗೆ ಕರೆಮಾಡಬಹುದು ಎಂದು ಸಾರ್ವಜನಿಕರಲ್ಲಿ ಮನವಿ ಮಾಡಿದರು. ಉಪ ಕಾರ್ಮಿಕ ಆಯುಕ್ತರು, ಜಿಲ್ಲಾ ಕಾರ್ಮಿಕ ಅಧಿಕಾರಿ, ಶಿಕ್ಷಣ ಇಲಾಖೆ, ಮಹಿಳಾ ಮತ್ತು ಮಕ್ಕಳ ಅಭಿವೃದ್ಧಿ ಇಲಾಖೆ, ಪೊಲೀಸ್ ಇಲಾಖೆಯ ಅಧಿಕಾರಿಗಳು ಸಭೆಯಲ್ಲಿ ಉಪಸ್ಥಿತರಿದ್ದರು.	[730, 661, 934, 737]
quote-icon: ❝	[1132, 628, 1171, 700]
sathya-headline: 10 ವರ್ಷಗಳಲ್ಲಿ ಆಧ್ಯಾತ್ಮಿಕ ಭಾರತ ನಿರ್ಮಾಣ	[694, 1620, 1160, 1655]
sathya-quote-text: ಮಲೇಷ್ಯಾದಲ್ಲಿ ಪರದೆತ್ತರುವ ಏಕತೆ ಸಂದೇಶವನ್ನು ನಾವು ಅರ್ಥಮಾಡಿಕೊಂಡಿದ್ದೇವೆ. ಮಲೇಷ್ಯಾದಲ್ಲಿ ಅನ್ನೋನ್ಯ ಸೌಲಭ್ಯವನ್ನು ನಿರ್ಮಿಸುವ ಬಗ್ಗೆ ಆಲೋಚಿಸುತ್ತಿದ್ದೇವೆ. ಹೆಣ್ಣು ಕೂಡ, ಕಡಿಮೆ ಕೆಡಿಮೆಯಲ್ಲಿ ಯುವಾವಿಗಳು ನಾವು ಹೀಗೆ ಮಾಡಿದರೆ ಉಳಿಸಿಕೊಳ್ಳಬಹುದು.	[1138, 1673, 1292, 1760]
sathya-quote-author: ■ ಶ್ರೀ ಮಧುಸೂದನಸಾಯಿ, ಸದ್ಗುರು	[1090, 1836, 1298, 1854]
adoption-quote-text: ಎಲ್ಲಾ ಮಕ್ಕಳಿಗೂ ಕುಟುಂಬ ವಾತಾವರಣವನ್ನು ಕಲ್ಪಿಸುವ ಉದ್ದೇಶದಿಂದ ಜಿಲ್ಲೆಯಾದ್ಯಂತ ಅಂತಾರಾಷ್ಟ್ರೀಯ ದತ್ತು ಮಾಸಾಚರಣೆ ಕಾರ್ಯಕ್ರಮವನ್ನು ಹಮ್ಮಿಕೊಂಡು ಸಮಾಜದಲ್ಲಿ ದತ್ತು ಕುರಿತು ಸಕಾರಾತ್ಮಕ ಅರಿವು ಮೂಡಿಸುವುದು, ಹೊಸ ಕುಟುಂಬಗಳಿಗೆ ಪ್ರೋತ್ಸಾಹ ನೀಡುವುದು ಮತ್ತು ಭದ್ರವಾದ ಮನೆಗಳನ್ನು ಒದಗಿಸುವ ಮಹತ್ವವನ್ನು ಜನರಿಗೆ ತಿಳಿಸುವುದೇ ಈ ಕಾರ್ಯಕ್ರಮದ ಉದ್ದೇಶ.	[1180, 633, 1293, 825]
lead-dateline: ಚಿಕ್ಕಬಳ್ಳಾಪುರ:	[292, 509, 335, 520]
sathya-body-col-1	[694, 1672, 884, 1990]
dateline-box	[1130, 22, 1300, 78]
brief-headline: ಅಪೂರ್ಣ ಅರ್ಜಿ ಪೂರ್ಣಗೊಳಿಸಲು ಅವಕಾಶ	[51, 612, 273, 655]
suddi-label: ಸುದ್ದಿ	[139, 96, 178, 124]
page-number: ೦೪	[222, 48, 249, 76]
register-marks-center-right	[834, 1996, 878, 2004]
brief-2	[46, 612, 278, 902]
kiru-label: ಕಿರು	[108, 96, 140, 124]
minister-event-photo	[292, 1282, 684, 1512]
brief-4	[46, 1386, 278, 1582]
kanakadasa-headline: ನ.8ಕ್ಕೆ ಕನಕದಾಸ ಜಯಂತಿ ಆಚರಣೆಗೆ ಸಿದ್ಧತೆ: ಜಿಲ್ಲಾಧಿಕಾರಿ	[700, 1278, 968, 1326]
brief-body: ಗೌರಿಬಿದನೂರು ತಾಲ್ಲೂಕಿನ ಬಿಸಿ ಅಭಿವೃದ್ಧಿ ನಿಗಮದ ಪ್ರಾಥಮಿಕ ಶಾಲೆ ಮತ್ತು ಆರ್ಥಿಕ ಸೌಲಭ್ಯ ಯೋಜನೆಗಳ ಅರ್ಜಿಗಳನ್ನು ಪೂರ್ಣಗೊಳಿಸಲು ಅವಕಾಶ ನೀಡಲಾಗಿದೆ. ಅರ್ಜಿ ಸಲ್ಲಿಸಿದವರು Application Success-fully Uploaded ಎಂದು ಮೆಸೇಜ್ ಬಂದ ನಂತರ ಅರ್ಜಿ ಪೂರ್ಣಗೊಂಡಂತಾಗುತ್ತದೆ. ನವೆಂಬರ್ 13 ರವರೆಗೆ ಅರ್ಜಿಗಳನ್ನು ಪೂರ್ಣಗೊಳಿಸಲು ಅವಕಾಶ ನೀಡಲಾಗಿದೆ. https://karnemakaone.kar.nic.in/abcd/ ವೆಬ್‌ಸೈಟ್ ಮೂಲಕ ಪೂರ್ಣಗೊಳಿಸಲು ಸೂಚಿಸಲಾಗಿದೆ.	[46, 661, 278, 763]
